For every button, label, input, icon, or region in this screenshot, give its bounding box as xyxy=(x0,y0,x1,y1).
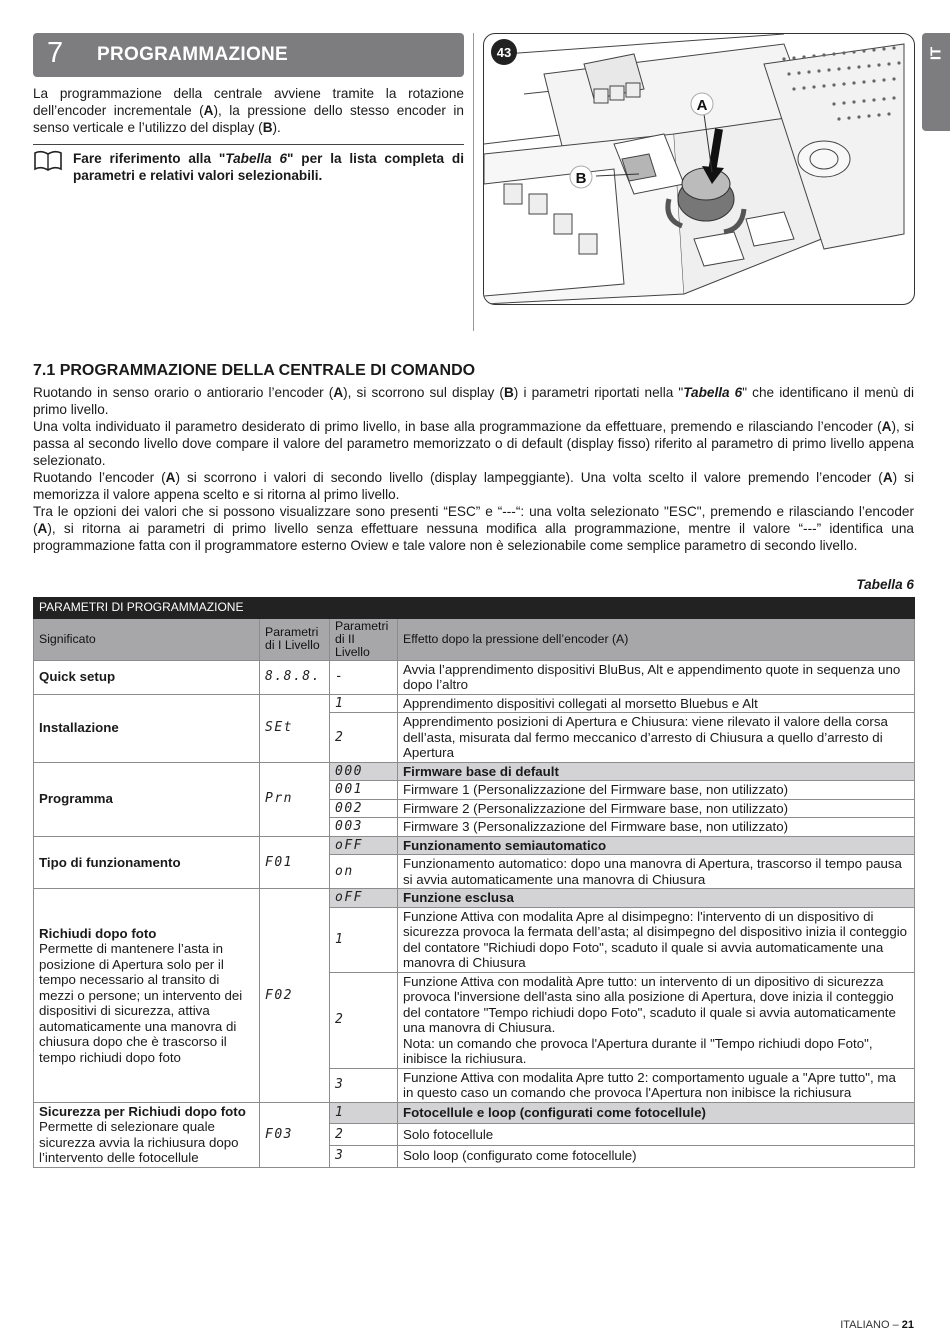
section-header xyxy=(33,33,464,77)
table-row xyxy=(34,660,915,694)
intro-text: ), la pressione dello stesso encoder in senso verticale e l’utilizzo del display ( xyxy=(33,103,464,135)
level2-value: 2 xyxy=(330,713,398,763)
book-icon xyxy=(33,150,63,172)
note-text-part: Fare riferimento alla " xyxy=(73,151,226,166)
parameter-description: Permette di selezionare quale sicurezza avvia la richiusura dopo l’intervento delle fotocellule xyxy=(39,1119,239,1165)
page-number: 21 xyxy=(901,1319,914,1331)
letter-b: B xyxy=(503,385,514,400)
parameter-name-cell xyxy=(34,694,260,762)
level2-value: 2 xyxy=(330,1124,398,1146)
level2-value: on xyxy=(330,855,398,889)
level2-value: 1 xyxy=(330,907,398,972)
parameter-name-cell xyxy=(34,660,260,694)
parameter-name-cell xyxy=(34,762,260,836)
level2-value: 3 xyxy=(330,1145,398,1167)
table-title: PARAMETRI DI PROGRAMMAZIONE xyxy=(34,598,915,619)
level2-value: 001 xyxy=(330,781,398,800)
effect-description: Funzionamento semiautomatico xyxy=(398,836,915,855)
body-text-part: ) si memorizza il valore appena scelto e si ritorna al primo livello. xyxy=(33,470,915,502)
effect-description: Apprendimento dispositivi collegati al morsetto Bluebus e Alt xyxy=(398,694,915,713)
intro-letter-a: A xyxy=(203,103,214,118)
body-text-part: Una volta individuato il parametro desiderato di primo livello, in base alla programmazione da effettuare, premendo e rilasciando l’encoder ( xyxy=(33,419,882,434)
parameter-name: Installazione xyxy=(39,720,119,736)
letter-a: A xyxy=(37,521,48,536)
page-footer xyxy=(780,1319,914,1331)
level2-value: 1 xyxy=(330,694,398,713)
encoder-illustration xyxy=(484,34,914,304)
header-level2: Parametri di II Livello xyxy=(330,618,398,660)
parameter-name-cell xyxy=(34,836,260,889)
effect-description: Firmware 1 (Personalizzazione del Firmware base, non utilizzato) xyxy=(398,781,915,800)
body-text-part: ), si scorrono sul display ( xyxy=(343,385,504,400)
table-row xyxy=(34,889,915,908)
body-paragraph xyxy=(33,384,914,418)
intro-paragraph xyxy=(33,85,464,136)
body-text-part: Tra le opzioni dei valori che si possono visualizzare sono presenti “ESC” e “---“: una volta selezionato "ESC", premendo e rilasciando l’encoder ( xyxy=(33,504,914,536)
parameters-table xyxy=(33,597,915,1168)
effect-description: Funzione Attiva con modalita Apre al disimpegno: l'intervento di un dispositivo di sicurezza provoca la fermata dell’asta; al disimpegno del dispositivo inizia il conteggio del contatore "Richiudi dopo Foto", scaduto il quale si avvia automaticamente una manovra di Chiusura xyxy=(398,907,915,972)
letter-a: A xyxy=(882,470,893,485)
header-effect: Effetto dopo la pressione dell’encoder (A) xyxy=(398,618,915,660)
level2-value: 000 xyxy=(330,762,398,781)
divider xyxy=(33,144,464,145)
level1-code: 8.8.8. xyxy=(260,660,330,694)
table-header-row xyxy=(34,618,915,660)
table-row xyxy=(34,694,915,713)
body-text-part: Ruotando in senso orario o antiorario l’encoder ( xyxy=(33,385,334,400)
level2-value: oFF xyxy=(330,836,398,855)
note-text-part: " per la lista completa di parametri e relativi valori selezionabili. xyxy=(73,151,464,183)
note-text xyxy=(73,150,464,184)
level2-value: 3 xyxy=(330,1068,398,1102)
body-text xyxy=(33,384,914,554)
table-title-row xyxy=(34,598,915,619)
body-text-part: " che identificano il menù di primo livello. xyxy=(33,385,914,417)
figure-43 xyxy=(483,33,915,305)
level1-code: F02 xyxy=(260,889,330,1103)
parameter-name-cell xyxy=(34,1102,260,1167)
effect-description: Apprendimento posizioni di Apertura e Chiusura: viene rilevato il valore della corsa dell’asta, misurata dal fermo meccanico d’arresto di Chiusura a quello d’arresto di Apertura xyxy=(398,713,915,763)
effect-description: Firmware base di default xyxy=(398,762,915,781)
intro-text: ). xyxy=(272,120,281,135)
effect-description: Firmware 3 (Personalizzazione del Firmware base, non utilizzato) xyxy=(398,818,915,837)
level1-code: F03 xyxy=(260,1102,330,1167)
letter-a: A xyxy=(333,385,344,400)
section-number: 7 xyxy=(47,37,64,69)
parameter-description: Permette di mantenere l’asta in posizione di Apertura solo per il tempo necessario al transito di mezzi o persone; un intervento dei dispositivi di sicurezza, attiva automaticamente una manovra di chiusura dopo che è trascorso il tempo richiudi dopo foto xyxy=(39,941,243,1065)
effect-description: Funzione Attiva con modalità Apre tutto: un intervento di un dipositivo di sicurezza provoca l'inversione dell'asta sino alla posizione di Apertura, dove inizia il conteggio del contatore "Tempo richiudi dopo Foto", scaduto il quale si avvia automaticamente una manovra di Chiusura. Nota: un comando che provoca l'Apertura durante il "Tempo richiudi dopo Foto", inibisce la richiusura. xyxy=(398,972,915,1068)
body-paragraph xyxy=(33,503,914,554)
level2-value: oFF xyxy=(330,889,398,908)
body-text-part: ), si ritorna ai parametri di primo livello senza effettuare nessuna modifica alla programmazione, mentre il valore “---” identifica una programmazione fatta con il programmatore esterno Oview e tale valore non è selezionabile come semplice parametro di secondo livello. xyxy=(33,521,914,553)
parameter-name: Tipo di funzionamento xyxy=(39,854,181,870)
body-text-part: ) i parametri riportati nella " xyxy=(513,385,684,400)
level1-code: F01 xyxy=(260,836,330,889)
intro-text: La programmazione della centrale avviene tramite la rotazione dell’encoder incrementale ( xyxy=(33,86,464,118)
subsection-title: 7.1 PROGRAMMAZIONE DELLA CENTRALE DI COMANDO xyxy=(33,362,476,379)
level2-value: - xyxy=(330,660,398,694)
effect-description: Firmware 2 (Personalizzazione del Firmware base, non utilizzato) xyxy=(398,799,915,818)
level1-code: SEt xyxy=(260,694,330,762)
parameter-name: Richiudi dopo foto xyxy=(39,925,157,941)
figure-number: 43 xyxy=(496,45,512,60)
letter-a: A xyxy=(881,419,892,434)
effect-description: Funzione esclusa xyxy=(398,889,915,908)
effect-description: Funzione Attiva con modalita Apre tutto 2: comportamento uguale a "Apre tutto", ma in questo caso un comando che provoca l'Apertura non inibisce la richiusura xyxy=(398,1068,915,1102)
parameter-name-cell xyxy=(34,889,260,1103)
note-table-ref: Tabella 6 xyxy=(225,151,288,166)
table-row xyxy=(34,1102,915,1124)
header-significato: Significato xyxy=(34,618,260,660)
figure-label-a: A xyxy=(696,97,708,114)
level2-value: 003 xyxy=(330,818,398,837)
body-paragraph xyxy=(33,418,914,469)
table-caption: Tabella 6 xyxy=(856,577,914,592)
effect-description: Fotocellule e loop (configurati come fotocellule) xyxy=(398,1102,915,1124)
level2-value: 2 xyxy=(330,972,398,1068)
footer-label: ITALIANO – xyxy=(840,1319,899,1331)
body-text-part: ) si scorrono i valori di secondo livello (display lampeggiante). Una volta scelto il valore premendo l’encoder ( xyxy=(175,470,883,485)
column-divider xyxy=(473,33,474,331)
effect-description: Funzionamento automatico: dopo una manovra di Apertura, trascorso il tempo pausa si avvia automaticamente una manovra di Chiusura xyxy=(398,855,915,889)
letter-a: A xyxy=(165,470,176,485)
body-text-part: ), si passa al secondo livello dove compare il valore del parametro memorizzato o di default (display fisso) riferito al parametro di primo livello appena selezionato. xyxy=(33,419,914,468)
language-tab xyxy=(922,33,950,131)
figure-label-b: B xyxy=(575,170,587,187)
level2-value: 1 xyxy=(330,1102,398,1124)
intro-letter-b: B xyxy=(262,120,273,135)
section-title: PROGRAMMAZIONE xyxy=(97,44,289,65)
effect-description: Solo fotocellule xyxy=(398,1124,915,1146)
parameter-name: Sicurezza per Richiudi dopo foto xyxy=(39,1103,246,1119)
header-level1: Parametri di I Livello xyxy=(260,618,330,660)
parameter-name: Programma xyxy=(39,791,113,807)
level1-code: Prn xyxy=(260,762,330,836)
parameter-name: Quick setup xyxy=(39,669,116,685)
effect-description: Avvia l’apprendimento dispositivi BluBus, Alt e appendimento quote in sequenza uno dopo l’altro xyxy=(398,660,915,694)
level2-value: 002 xyxy=(330,799,398,818)
body-paragraph xyxy=(33,469,914,503)
effect-description: Solo loop (configurato come fotocellule) xyxy=(398,1145,915,1167)
table-ref: Tabella 6 xyxy=(683,385,743,400)
language-tab-label: IT xyxy=(927,46,945,61)
table-row xyxy=(34,762,915,781)
table-row xyxy=(34,836,915,855)
body-text-part: Ruotando l’encoder ( xyxy=(33,470,166,485)
